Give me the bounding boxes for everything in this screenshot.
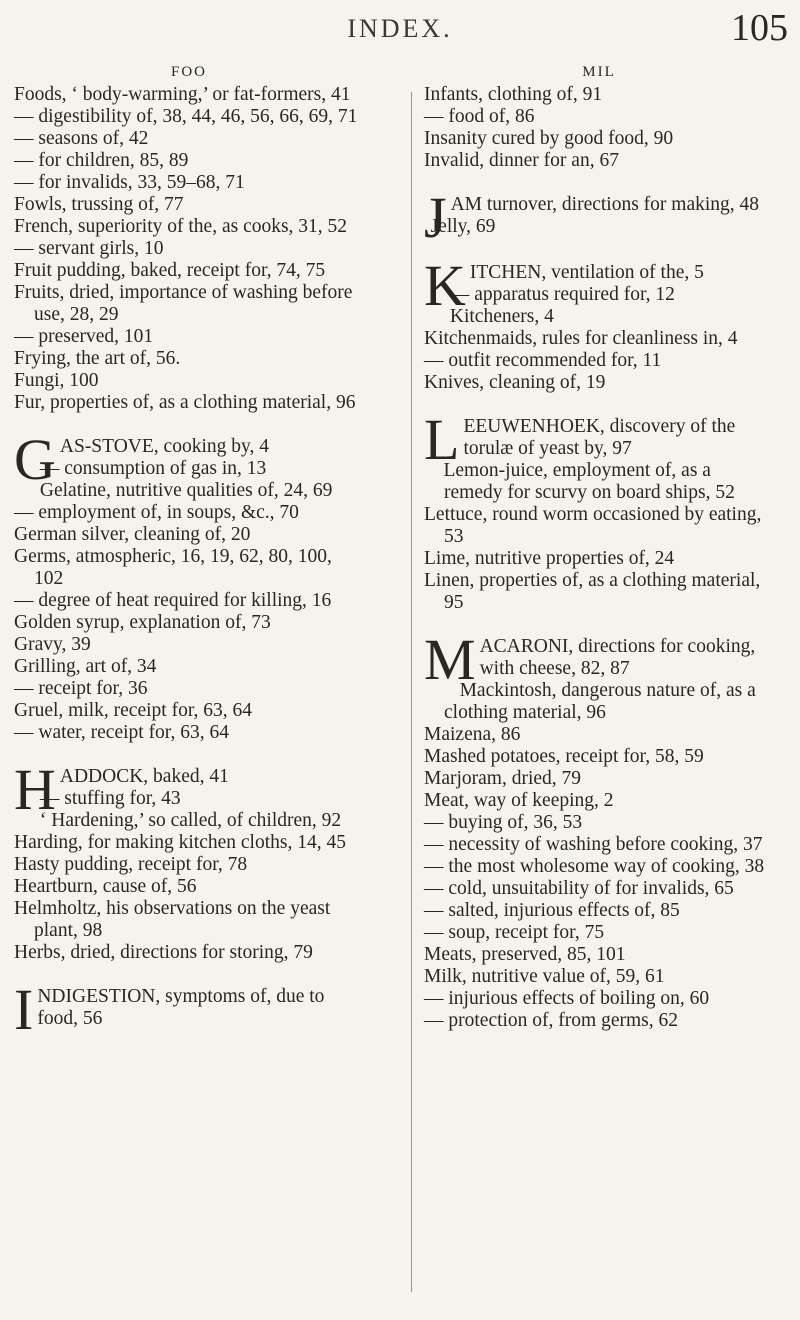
page-header [0, 0, 800, 60]
index-entry: Milk, nutritive value of, 59, 61 [424, 966, 665, 987]
letter-section [424, 253, 774, 394]
right-column [424, 60, 774, 1032]
index-entry: — consumption of gas in, 13 [39, 458, 267, 479]
index-entry: Heartburn, cause of, 56 [14, 876, 197, 897]
index-entry: — cold, unsuitability of for invalids, 65 [424, 878, 734, 899]
index-entry: Fungi, 100 [14, 370, 99, 391]
index-entry: Frying, the art of, 56. [14, 348, 181, 369]
index-entry: Lettuce, round worm occasioned by eating, 53 [424, 504, 762, 547]
index-entry: — for invalids, 33, 59–68, 71 [14, 172, 245, 193]
index-entry: Lime, nutritive properties of, 24 [424, 548, 675, 569]
index-entry: Foods, ‘ body-warming,’ or fat-formers, 41 [14, 84, 351, 105]
index-entry: Mackintosh, dangerous nature of, as a clothing material, 96 [444, 680, 756, 723]
index-entry: — degree of heat required for killing, 16 [14, 590, 332, 611]
index-entry: Maizena, 86 [424, 724, 521, 745]
index-entry-text: NDIGESTION, symptoms of, due to food, 56 [37, 986, 325, 1029]
index-entry: Marjoram, dried, 79 [424, 768, 582, 789]
index-entry: Fowls, trussing of, 77 [14, 194, 184, 215]
guide-word: FOO [170, 64, 207, 80]
index-entry: Kitcheners, 4 [449, 306, 554, 327]
index-entry: — apparatus required for, 12 [449, 284, 675, 305]
index-entry: Jelly, 69 [430, 216, 496, 237]
index-entry-text: ADDOCK, baked, 41 [59, 766, 229, 787]
index-entry: — salted, injurious effects of, 85 [424, 900, 680, 921]
index-entry: — employment of, in soups, &c., 70 [14, 502, 299, 523]
index-entry: Gravy, 39 [14, 634, 91, 655]
index-entry: Germs, atmospheric, 16, 19, 62, 80, 100, 102 [14, 546, 332, 589]
index-entry: — for children, 85, 89 [14, 150, 189, 171]
drop-cap: G [14, 427, 56, 492]
index-entry: Infants, clothing of, 91 [424, 84, 603, 105]
index-entry: — necessity of washing before cooking, 37 [424, 834, 763, 855]
index-entry: Helmholtz, his observations on the yeast plant, 98 [14, 898, 331, 941]
index-entry [424, 627, 774, 692]
index-entry-text: AM turnover, directions for making, 48 [450, 194, 760, 215]
index-entry: Gelatine, nutritive qualities of, 24, 69 [39, 480, 333, 501]
index-entry: — preserved, 101 [14, 326, 154, 347]
running-title: INDEX. [347, 14, 453, 43]
drop-cap: I [14, 977, 34, 1042]
index-entry: — servant girls, 10 [14, 238, 164, 259]
letter-section [424, 407, 774, 614]
index-entry: — stuffing for, 43 [39, 788, 181, 809]
index-entry: Mashed potatoes, receipt for, 58, 59 [424, 746, 704, 767]
index-entry: Fruits, dried, importance of washing before use, 28, 29 [14, 282, 353, 325]
index-entry-text: ACARONI, directions for cooking, with cheese, 82, 87 [479, 636, 756, 679]
index-entry: Kitchenmaids, rules for cleanliness in, 4 [424, 328, 738, 349]
left-column [14, 60, 364, 1042]
index-entry: German silver, cleaning of, 20 [14, 524, 251, 545]
letter-section [14, 84, 364, 414]
drop-cap: J [424, 185, 447, 250]
index-entry: Insanity cured by good food, 90 [424, 128, 674, 149]
index-entry: — outfit recommended for, 11 [424, 350, 662, 371]
index-entry [424, 407, 774, 472]
drop-cap: K [424, 253, 466, 318]
index-entry: — digestibility of, 38, 44, 46, 56, 66, 69, 71 [14, 106, 358, 127]
index-entry: Fruit pudding, baked, receipt for, 74, 75 [14, 260, 326, 281]
letter-section [424, 627, 774, 1032]
index-entry: — seasons of, 42 [14, 128, 149, 149]
index-entry: — protection of, from germs, 62 [424, 1010, 678, 1031]
drop-cap: H [14, 757, 56, 822]
index-entry: Knives, cleaning of, 19 [424, 372, 606, 393]
index-entry: Gruel, milk, receipt for, 63, 64 [14, 700, 253, 721]
index-entry: Linen, properties of, as a clothing material, 95 [424, 570, 761, 613]
index-entry: Golden syrup, explanation of, 73 [14, 612, 271, 633]
index-entry: — buying of, 36, 53 [424, 812, 583, 833]
index-entry: — soup, receipt for, 75 [424, 922, 605, 943]
page-number: 105 [731, 7, 788, 49]
drop-cap: M [424, 627, 476, 692]
index-entry: — the most wholesome way of cooking, 38 [424, 856, 765, 877]
index-entry: Harding, for making kitchen cloths, 14, 45 [14, 832, 346, 853]
column-divider [411, 92, 412, 1292]
guide-word: MIL [582, 64, 616, 80]
letter-section [424, 84, 774, 172]
index-entry: — water, receipt for, 63, 64 [14, 722, 230, 743]
letter-section [14, 757, 364, 964]
index-entry: — food of, 86 [424, 106, 535, 127]
index-entry-text: ITCHEN, ventilation of the, 5 [469, 262, 704, 283]
index-entry-text: EEUWENHOEK, discovery of the torulæ of yeast by, 97 [463, 416, 736, 459]
index-entry: Herbs, dried, directions for storing, 79 [14, 942, 313, 963]
index-entry [14, 977, 364, 1042]
index-entry: — receipt for, 36 [14, 678, 148, 699]
index-entry-text: AS-STOVE, cooking by, 4 [59, 436, 269, 457]
index-entry: Hasty pudding, receipt for, 78 [14, 854, 248, 875]
letter-section [424, 185, 774, 250]
index-entry: — injurious effects of boiling on, 60 [424, 988, 710, 1009]
index-entry: Grilling, art of, 34 [14, 656, 157, 677]
letter-section [14, 427, 364, 744]
index-entry: ‘ Hardening,’ so called, of children, 92 [39, 810, 342, 831]
index-entry: Lemon-juice, employment of, as a remedy for scurvy on board ships, 52 [443, 460, 735, 503]
index-entry: Meat, way of keeping, 2 [424, 790, 614, 811]
index-entry: Meats, preserved, 85, 101 [424, 944, 626, 965]
drop-cap: L [424, 407, 460, 472]
index-entry: Invalid, dinner for an, 67 [424, 150, 619, 171]
letter-section [14, 977, 364, 1042]
index-entry: French, superiority of the, as cooks, 31, 52 [14, 216, 348, 237]
index-entry: Fur, properties of, as a clothing material, 96 [14, 392, 356, 413]
